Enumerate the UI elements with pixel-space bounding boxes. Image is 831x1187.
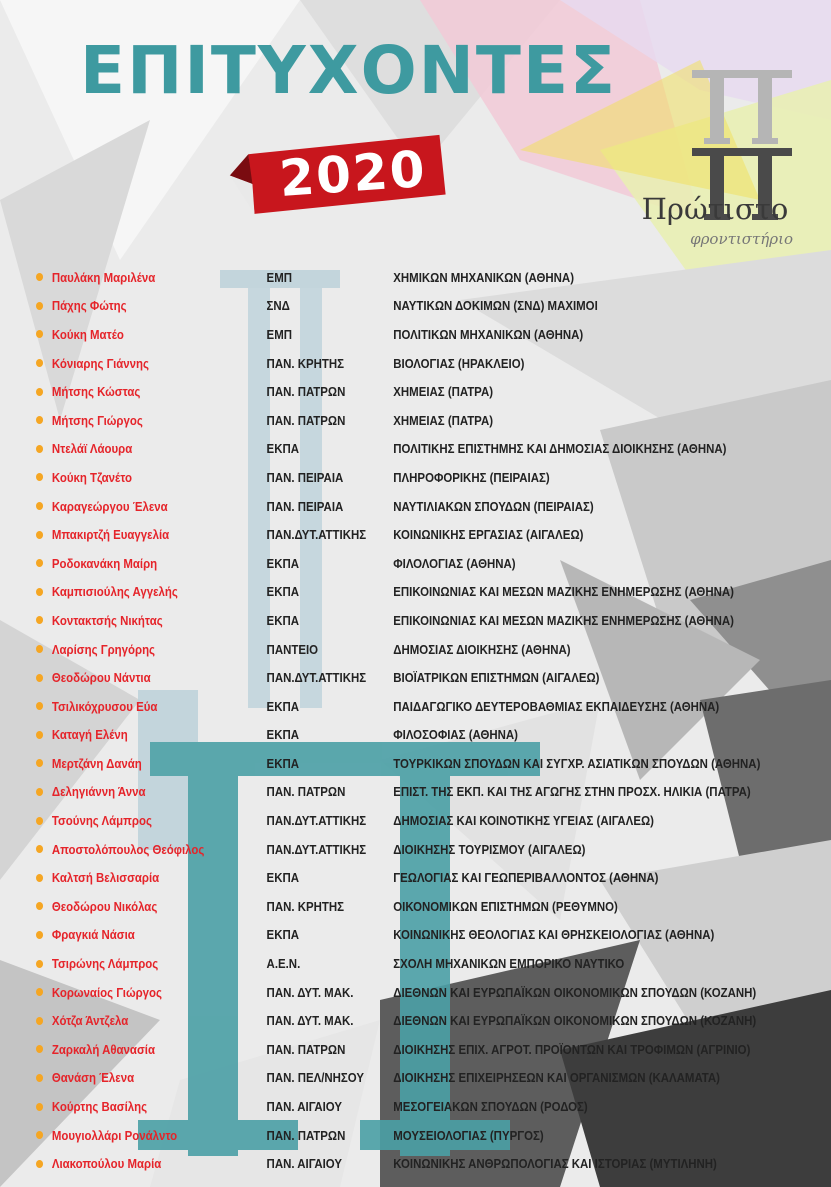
list-item [36, 721, 828, 750]
logo-subtitle: φροντιστήριο [690, 230, 793, 248]
student-department: ΜΟΥΣΕΙΟΛΟΓΙΑΣ (ΠΥΡΓΟΣ) [393, 1127, 544, 1143]
student-school: ΠΑΝ. ΠΑΤΡΩΝ [266, 1041, 346, 1057]
student-department: ΔΙΕΘΝΩΝ ΚΑΙ ΕΥΡΩΠΑΪΚΩΝ ΟΙΚΟΝΟΜΙΚΩΝ ΣΠΟΥΔΩΝ (ΚΟΖΑΝΗ) [393, 1013, 757, 1029]
list-item [36, 1121, 828, 1150]
student-department: ΕΠΙΚΟΙΝΩΝΙΑΣ ΚΑΙ ΜΕΣΩΝ ΜΑΖΙΚΗΣ ΕΝΗΜΕΡΩΣΗΣ (ΑΘΗΝΑ) [393, 584, 734, 600]
bullet-icon [36, 988, 43, 996]
bullet-icon [36, 960, 43, 968]
student-school: ΕΚΠΑ [266, 555, 299, 571]
student-department: ΦΙΛΟΛΟΓΙΑΣ (ΑΘΗΝΑ) [393, 555, 516, 571]
bullet-icon [36, 645, 43, 653]
student-name: Ντελάϊ Λάουρα [51, 441, 133, 457]
list-item [36, 435, 828, 464]
list-item [36, 1006, 828, 1035]
student-name: Μουγιολλάρι Ρονάλντο [51, 1127, 178, 1143]
student-name: Κούκη Τζανέτο [51, 469, 132, 485]
student-list [36, 263, 826, 1178]
list-item [36, 377, 828, 406]
student-school: ΕΚΠΑ [266, 612, 299, 628]
bullet-icon [36, 502, 43, 510]
student-school: ΠΑΝ.ΔΥΤ.ΑΤΤΙΚΗΣ [266, 670, 367, 686]
bullet-icon [36, 902, 43, 910]
student-name: Τσούνης Λάμπρος [51, 813, 152, 829]
student-department: ΔΗΜΟΣΙΑΣ ΔΙΟΙΚΗΣΗΣ (ΑΘΗΝΑ) [393, 641, 571, 657]
student-school: ΕΚΠΑ [266, 870, 299, 886]
student-name: Κορωναίος Γιώργος [51, 984, 162, 1000]
list-item [36, 549, 828, 578]
student-school: ΠΑΝ. ΠΑΤΡΩΝ [266, 412, 346, 428]
student-school: ΠΑΝ.ΔΥΤ.ΑΤΤΙΚΗΣ [266, 813, 367, 829]
list-item [36, 1035, 828, 1064]
list-item [36, 778, 828, 807]
student-department: ΠΟΛΙΤΙΚΩΝ ΜΗΧΑΝΙΚΩΝ (ΑΘΗΝΑ) [393, 326, 584, 342]
student-name: Λιακοπούλου Μαρία [51, 1156, 162, 1172]
bullet-icon [36, 388, 43, 396]
bullet-icon [36, 1160, 43, 1168]
bullet-icon [36, 788, 43, 796]
list-item [36, 1092, 828, 1121]
bullet-icon [36, 616, 43, 624]
student-department: ΒΙΟΪΑΤΡΙΚΩΝ ΕΠΙΣΤΗΜΩΝ (ΑΙΓΑΛΕΩ) [393, 670, 600, 686]
list-item [36, 921, 828, 950]
student-name: Τσιλικόχρυσου Εύα [51, 698, 158, 714]
student-school: ΕΜΠ [266, 269, 292, 285]
bullet-icon [36, 559, 43, 567]
list-item [36, 292, 828, 321]
student-school: ΠΑΝ. ΑΙΓΑΙΟΥ [266, 1156, 343, 1172]
bullet-icon [36, 473, 43, 481]
student-name: Χότζα Άντζελα [51, 1013, 129, 1029]
student-name: Δεληγιάννη Άννα [51, 784, 146, 800]
list-item [36, 320, 828, 349]
student-department: ΠΟΛΙΤΙΚΗΣ ΕΠΙΣΤΗΜΗΣ ΚΑΙ ΔΗΜΟΣΙΑΣ ΔΙΟΙΚΗΣΗΣ (ΑΘΗΝΑ) [393, 441, 727, 457]
student-department: ΝΑΥΤΙΚΩΝ ΔΟΚΙΜΩΝ (ΣΝΔ) ΜΑΧΙΜΟΙ [393, 298, 598, 314]
list-item [36, 578, 828, 607]
page-title: ΕΠΙΤΥΧΟΝΤΕΣ [80, 32, 618, 109]
year-label: 2020 [277, 139, 429, 209]
student-department: ΔΗΜΟΣΙΑΣ ΚΑΙ ΚΟΙΝΟΤΙΚΗΣ ΥΓΕΙΑΣ (ΑΙΓΑΛΕΩ) [393, 813, 654, 829]
student-department: ΚΟΙΝΩΝΙΚΗΣ ΕΡΓΑΣΙΑΣ (ΑΙΓΑΛΕΩ) [393, 527, 584, 543]
student-school: ΕΚΠΑ [266, 927, 299, 943]
student-department: ΦΙΛΟΣΟΦΙΑΣ (ΑΘΗΝΑ) [393, 727, 518, 743]
student-school: ΕΜΠ [266, 326, 292, 342]
student-department: ΧΗΜΕΙΑΣ (ΠΑΤΡΑ) [393, 384, 494, 400]
student-name: Λαρίσης Γρηγόρης [51, 641, 156, 657]
list-item [36, 892, 828, 921]
student-school: ΠΑΝ. ΔΥΤ. ΜΑΚ. [266, 1013, 354, 1029]
list-item [36, 978, 828, 1007]
bullet-icon [36, 330, 43, 338]
bullet-icon [36, 874, 43, 882]
student-name: Θεοδώρου Νάντια [51, 670, 151, 686]
student-school: ΕΚΠΑ [266, 441, 299, 457]
student-department: ΕΠΙΚΟΙΝΩΝΙΑΣ ΚΑΙ ΜΕΣΩΝ ΜΑΖΙΚΗΣ ΕΝΗΜΕΡΩΣΗΣ (ΑΘΗΝΑ) [393, 612, 734, 628]
bullet-icon [36, 531, 43, 539]
student-school: ΕΚΠΑ [266, 727, 299, 743]
student-name: Μήτσης Γιώργος [51, 412, 143, 428]
student-name: Κόνιαρης Γιάννης [51, 355, 149, 371]
student-school: Α.Ε.Ν. [266, 956, 301, 972]
student-name: Καταγή Ελένη [51, 727, 128, 743]
student-department: ΓΕΩΛΟΓΙΑΣ ΚΑΙ ΓΕΩΠΕΡΙΒΑΛΛΟΝΤΟΣ (ΑΘΗΝΑ) [393, 870, 659, 886]
list-item [36, 949, 828, 978]
student-department: ΣΧΟΛΗ ΜΗΧΑΝΙΚΩΝ ΕΜΠΟΡΙΚΟ ΝΑΥΤΙΚΟ [393, 956, 625, 972]
bullet-icon [36, 931, 43, 939]
student-name: Αποστολόπουλος Θεόφιλος [51, 841, 205, 857]
student-name: Θανάση Έλενα [51, 1070, 135, 1086]
student-department: ΟΙΚΟΝΟΜΙΚΩΝ ΕΠΙΣΤΗΜΩΝ (ΡΕΘΥΜΝΟ) [393, 898, 618, 914]
student-department: ΔΙΟΙΚΗΣΗΣ ΕΠΙΧΕΙΡΗΣΕΩΝ ΚΑΙ ΟΡΓΑΝΙΣΜΩΝ (ΚΑΛΑΜΑΤΑ) [393, 1070, 720, 1086]
bullet-icon [36, 416, 43, 424]
student-school: ΣΝΔ [266, 298, 290, 314]
year-badge [226, 130, 451, 219]
bullet-icon [36, 674, 43, 682]
student-name: Παυλάκη Μαριλένα [51, 269, 156, 285]
student-name: Μπακιρτζή Ευαγγελία [51, 527, 170, 543]
student-school: ΠΑΝ. ΚΡΗΤΗΣ [266, 355, 344, 371]
student-name: Θεοδώρου Νικόλας [51, 898, 158, 914]
list-item [36, 806, 828, 835]
list-item [36, 749, 828, 778]
student-name: Κούκη Ματέο [51, 326, 124, 342]
list-item [36, 663, 828, 692]
list-item [36, 520, 828, 549]
list-item [36, 835, 828, 864]
student-name: Φραγκιά Νάσια [51, 927, 135, 943]
bullet-icon [36, 302, 43, 310]
student-department: ΒΙΟΛΟΓΙΑΣ (ΗΡΑΚΛΕΙΟ) [393, 355, 525, 371]
student-school: ΠΑΝ. ΠΑΤΡΩΝ [266, 1127, 346, 1143]
student-department: ΚΟΙΝΩΝΙΚΗΣ ΘΕΟΛΟΓΙΑΣ ΚΑΙ ΘΡΗΣΚΕΙΟΛΟΓΙΑΣ (ΑΘΗΝΑ) [393, 927, 715, 943]
student-department: ΧΗΜΙΚΩΝ ΜΗΧΑΝΙΚΩΝ (ΑΘΗΝΑ) [393, 269, 575, 285]
student-name: Κούρτης Βασίλης [51, 1099, 148, 1115]
student-department: ΠΛΗΡΟΦΟΡΙΚΗΣ (ΠΕΙΡΑΙΑΣ) [393, 469, 550, 485]
student-department: ΔΙΟΙΚΗΣΗΣ ΤΟΥΡΙΣΜΟΥ (ΑΙΓΑΛΕΩ) [393, 841, 586, 857]
student-school: ΕΚΠΑ [266, 755, 299, 771]
list-item [36, 492, 828, 521]
student-name: Ζαρκαλή Αθανασία [51, 1041, 155, 1057]
bullet-icon [36, 817, 43, 825]
student-department: ΕΠΙΣΤ. ΤΗΣ ΕΚΠ. ΚΑΙ ΤΗΣ ΑΓΩΓΗΣ ΣΤΗΝ ΠΡΟΣΧ. ΗΛΙΚΙΑ (ΠΑΤΡΑ) [393, 784, 751, 800]
student-department: ΚΟΙΝΩΝΙΚΗΣ ΑΝΘΡΩΠΟΛΟΓΙΑΣ ΚΑΙ ΙΣΤΟΡΙΑΣ (ΜΥΤΙΛΗΝΗ) [393, 1156, 717, 1172]
list-item [36, 863, 828, 892]
bullet-icon [36, 445, 43, 453]
list-item [36, 263, 828, 292]
student-school: ΠΑΝΤΕΙΟ [266, 641, 319, 657]
student-name: Καμπισιούλης Αγγελής [51, 584, 178, 600]
list-item [36, 349, 828, 378]
list-item [36, 692, 828, 721]
list-item [36, 606, 828, 635]
bullet-icon [36, 359, 43, 367]
student-name: Τσιρώνης Λάμπρος [51, 956, 159, 972]
student-school: ΠΑΝ. ΠΕΛ/ΝΗΣΟΥ [266, 1070, 365, 1086]
bullet-icon [36, 1017, 43, 1025]
student-school: ΠΑΝ. ΠΕΙΡΑΙΑ [266, 498, 344, 514]
bullet-icon [36, 1045, 43, 1053]
student-department: ΤΟΥΡΚΙΚΩΝ ΣΠΟΥΔΩΝ ΚΑΙ ΣΥΓΧΡ. ΑΣΙΑΤΙΚΩΝ ΣΠΟΥΔΩΝ (ΑΘΗΝΑ) [393, 755, 761, 771]
student-school: ΠΑΝ. ΠΑΤΡΩΝ [266, 384, 346, 400]
student-school: ΕΚΠΑ [266, 698, 299, 714]
list-item [36, 1064, 828, 1093]
bullet-icon [36, 702, 43, 710]
student-school: ΠΑΝ. ΑΙΓΑΙΟΥ [266, 1099, 343, 1115]
student-department: ΝΑΥΤΙΛΙΑΚΩΝ ΣΠΟΥΔΩΝ (ΠΕΙΡΑΙΑΣ) [393, 498, 594, 514]
student-department: ΠΑΙΔΑΓΩΓΙΚΟ ΔΕΥΤΕΡΟΒΑΘΜΙΑΣ ΕΚΠΑΙΔΕΥΣΗΣ (ΑΘΗΝΑ) [393, 698, 720, 714]
bullet-icon [36, 273, 43, 281]
student-name: Καραγεώργου Έλενα [51, 498, 168, 514]
student-department: ΜΕΣΟΓΕΙΑΚΩΝ ΣΠΟΥΔΩΝ (ΡΟΔΟΣ) [393, 1099, 588, 1115]
bullet-icon [36, 1074, 43, 1082]
bullet-icon [36, 588, 43, 596]
student-name: Πάχης Φώτης [51, 298, 127, 314]
list-item [36, 635, 828, 664]
student-name: Ροδοκανάκη Μαίρη [51, 555, 158, 571]
student-department: ΔΙΕΘΝΩΝ ΚΑΙ ΕΥΡΩΠΑΪΚΩΝ ΟΙΚΟΝΟΜΙΚΩΝ ΣΠΟΥΔΩΝ (ΚΟΖΑΝΗ) [393, 984, 757, 1000]
bullet-icon [36, 731, 43, 739]
student-school: ΕΚΠΑ [266, 584, 299, 600]
list-item [36, 463, 828, 492]
bullet-icon [36, 759, 43, 767]
student-name: Καλτσή Βελισσαρία [51, 870, 160, 886]
student-school: ΠΑΝ.ΔΥΤ.ΑΤΤΙΚΗΣ [266, 527, 367, 543]
student-department: ΔΙΟΙΚΗΣΗΣ ΕΠΙΧ. ΑΓΡΟΤ. ΠΡΟΪΟΝΤΩΝ ΚΑΙ ΤΡΟΦΙΜΩΝ (ΑΓΡΙΝΙΟ) [393, 1041, 751, 1057]
student-school: ΠΑΝ. ΔΥΤ. ΜΑΚ. [266, 984, 354, 1000]
bullet-icon [36, 1131, 43, 1139]
student-department: ΧΗΜΕΙΑΣ (ΠΑΤΡΑ) [393, 412, 494, 428]
list-item [36, 1149, 828, 1178]
student-school: ΠΑΝ.ΔΥΤ.ΑΤΤΙΚΗΣ [266, 841, 367, 857]
bullet-icon [36, 845, 43, 853]
logo-name: Πρώτιστο [641, 192, 789, 226]
student-school: ΠΑΝ. ΠΑΤΡΩΝ [266, 784, 346, 800]
student-name: Κοντακτσής Νικήτας [51, 612, 163, 628]
bullet-icon [36, 1103, 43, 1111]
student-school: ΠΑΝ. ΠΕΙΡΑΙΑ [266, 469, 344, 485]
student-name: Μερτζάνη Δανάη [51, 755, 142, 771]
student-school: ΠΑΝ. ΚΡΗΤΗΣ [266, 898, 344, 914]
list-item [36, 406, 828, 435]
student-name: Μήτσης Κώστας [51, 384, 141, 400]
